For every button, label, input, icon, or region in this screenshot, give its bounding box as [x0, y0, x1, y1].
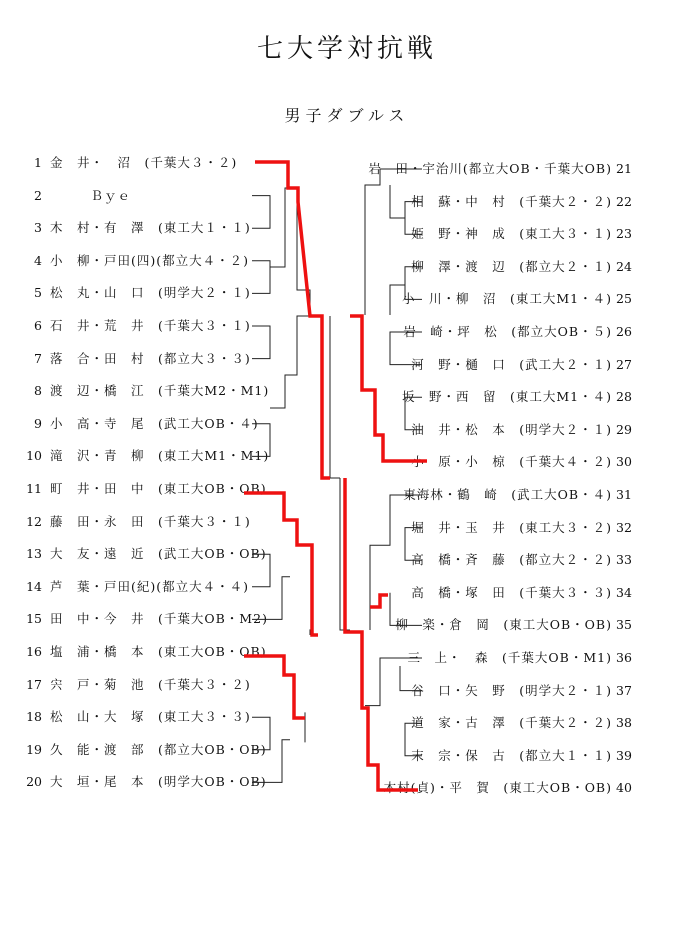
pair-name: 松 丸・山 口 (明学大２・１)	[50, 285, 251, 301]
seed-number: 8	[34, 383, 42, 399]
bracket-line	[390, 185, 405, 218]
pair-name: 木 村・有 澤 (東工大１・１)	[50, 220, 251, 236]
pair-name: 滝 沢・青 柳 (東工大M1・M1)	[50, 448, 270, 464]
pair-name: 小 川・柳 沼 (東工大M1・４)	[401, 291, 612, 307]
pair-name: 坂 野・西 留 (東工大M1・４)	[401, 389, 612, 405]
page-title: 七大学対抗戦	[256, 34, 437, 64]
pair-name: 落 合・田 村 (都立大３・３)	[50, 350, 251, 366]
seed-number: 25	[616, 291, 632, 307]
seed-number: 28	[616, 389, 632, 405]
seed-number: 29	[616, 421, 632, 437]
seed-number: 4	[34, 252, 42, 268]
seed-number: 13	[26, 546, 42, 562]
pair-name: 石 井・荒 井 (千葉大３・１)	[50, 318, 251, 333]
event-subtitle: 男子ダブルス	[284, 106, 410, 125]
bracket-line	[405, 202, 422, 235]
seed-number: 30	[616, 454, 632, 470]
bracket-line	[400, 666, 422, 691]
pair-name: 谷 口・矢 野 (明学大２・１)	[411, 682, 612, 698]
pair-name: 小 高・寺 尾 (武工大OB・４)	[50, 415, 259, 431]
pair-name: 藤 田・永 田 (千葉大３・１)	[50, 513, 251, 529]
pair-name: 道 家・古 澤 (千葉大２・２)	[411, 715, 612, 731]
pair-name: 姫 野・神 成 (東工大３・１)	[411, 226, 612, 242]
pair-name: 三 上・ 森 (千葉大OB・M1)	[407, 650, 612, 665]
bracket-line	[405, 267, 422, 300]
pair-name: 宍 戸・菊 池 (千葉大３・２)	[50, 676, 251, 692]
pair-name: 田 中・今 井 (千葉大OB・M2)	[50, 611, 268, 627]
seed-number: 24	[616, 258, 632, 274]
seed-number: 39	[616, 747, 632, 763]
bracket-line	[270, 316, 310, 408]
pair-name: 金 井・ 沼 (千葉大３・２)	[50, 155, 238, 170]
seed-number: 6	[34, 318, 42, 333]
bracket-line	[252, 577, 290, 620]
seed-number: 32	[616, 519, 632, 535]
pair-name: 東海林・鶴 崎 (武工大OB・４)	[403, 487, 612, 502]
pair-name: 油 井・松 本 (明学大２・１)	[411, 421, 612, 437]
bracket-line	[330, 316, 340, 478]
pair-name: 久 能・渡 部 (都立大OB・OB)	[50, 741, 267, 757]
seed-number: 33	[616, 552, 632, 568]
pair-name: 柳 楽・倉 岡 (東工大OB・OB)	[395, 617, 612, 633]
seed-number: 15	[26, 611, 42, 627]
seed-number: 35	[616, 617, 632, 633]
pair-name: 柳 澤・渡 辺 (都立大２・１)	[411, 258, 612, 274]
bracket-line	[370, 495, 422, 630]
winner-path	[244, 493, 318, 635]
seed-number: 23	[616, 226, 632, 242]
bracket-line	[252, 424, 270, 457]
seed-number: 31	[616, 487, 632, 502]
seed-number: 11	[26, 481, 42, 496]
bracket-line	[390, 285, 405, 315]
seed-number: 27	[616, 356, 632, 372]
pair-name: 芦 葉・戸田(紀)(都立大４・４)	[50, 578, 250, 594]
pair-name: 末 宗・保 古 (都立大１・１)	[411, 747, 612, 763]
winner-path	[370, 595, 388, 607]
seed-number: 21	[616, 161, 632, 176]
bracket-line	[252, 717, 270, 750]
bracket-line	[252, 740, 290, 783]
seed-number: 38	[616, 715, 632, 731]
bracket-line	[252, 196, 270, 229]
seed-number: 10	[26, 448, 42, 464]
pair-name: 高 橋・塚 田 (千葉大３・３)	[411, 584, 612, 600]
pair-name: 岩 崎・坪 松 (都立大OB・５)	[403, 324, 612, 339]
seed-number: 20	[26, 774, 42, 790]
pair-name: 松 山・大 塚 (東工大３・３)	[50, 709, 251, 725]
seed-number: 36	[616, 650, 632, 665]
seed-number: 16	[26, 644, 42, 659]
seed-number: 37	[616, 682, 632, 698]
seed-number: 9	[34, 415, 42, 431]
seed-number: 7	[34, 350, 42, 366]
seed-number: 34	[616, 584, 632, 600]
bracket-line	[252, 326, 270, 359]
bracket-line	[365, 658, 422, 706]
seed-number: 26	[616, 324, 632, 339]
bracket-line	[270, 188, 297, 267]
pair-name: 岩 田・宇治川(都立大OB・千葉大OB)	[368, 161, 612, 176]
seed-number: 17	[26, 676, 42, 692]
bracket-line	[405, 723, 422, 756]
winner-path	[255, 162, 330, 478]
seed-number: 5	[34, 285, 42, 301]
bracket-line	[405, 528, 422, 561]
bracket-line	[252, 261, 270, 294]
pair-name: 堀 井・玉 井 (東工大３・２)	[411, 519, 612, 535]
seed-number: 1	[34, 155, 42, 170]
pair-name: 小 原・小 椋 (千葉大４・２)	[411, 454, 612, 470]
bracket-line	[390, 332, 422, 365]
winner-path	[350, 316, 427, 461]
pair-name: 河 野・樋 口 (武工大２・１)	[411, 356, 612, 372]
bracket-line	[390, 593, 422, 626]
winner-path	[345, 478, 418, 790]
pair-name: 塩 浦・橋 本 (東工大OB・OB)	[50, 644, 267, 659]
pair-name: 相 蘇・中 村 (千葉大２・２)	[411, 193, 612, 209]
bracket-line	[252, 554, 270, 587]
bracket-line	[405, 397, 422, 430]
seed-number: 14	[26, 578, 42, 594]
seed-number: 12	[26, 513, 42, 529]
bracket-line	[365, 169, 422, 315]
seed-number: 2	[34, 187, 42, 203]
seed-number: 40	[616, 780, 632, 796]
winner-path	[244, 656, 305, 718]
pair-name: 町 井・田 中 (東工大OB・OB)	[50, 481, 267, 496]
seed-number: 18	[26, 709, 42, 725]
pair-name: 大 友・遠 近 (武工大OB・OB)	[50, 546, 267, 562]
seed-number: 22	[616, 193, 632, 209]
pair-name: Ｂｙｅ	[50, 187, 132, 203]
pair-name: 木村(貞)・平 賀 (東工大OB・OB)	[383, 780, 612, 796]
pair-name: 大 垣・尾 本 (明学大OB・OB)	[50, 774, 267, 790]
pair-name: 小 柳・戸田(四)(都立大４・２)	[50, 252, 250, 268]
pair-name: 渡 辺・橋 江 (千葉大M2・M1)	[50, 383, 270, 399]
seed-number: 19	[26, 741, 42, 757]
seed-number: 3	[34, 220, 42, 236]
pair-name: 高 橋・斉 藤 (都立大２・２)	[411, 552, 612, 568]
